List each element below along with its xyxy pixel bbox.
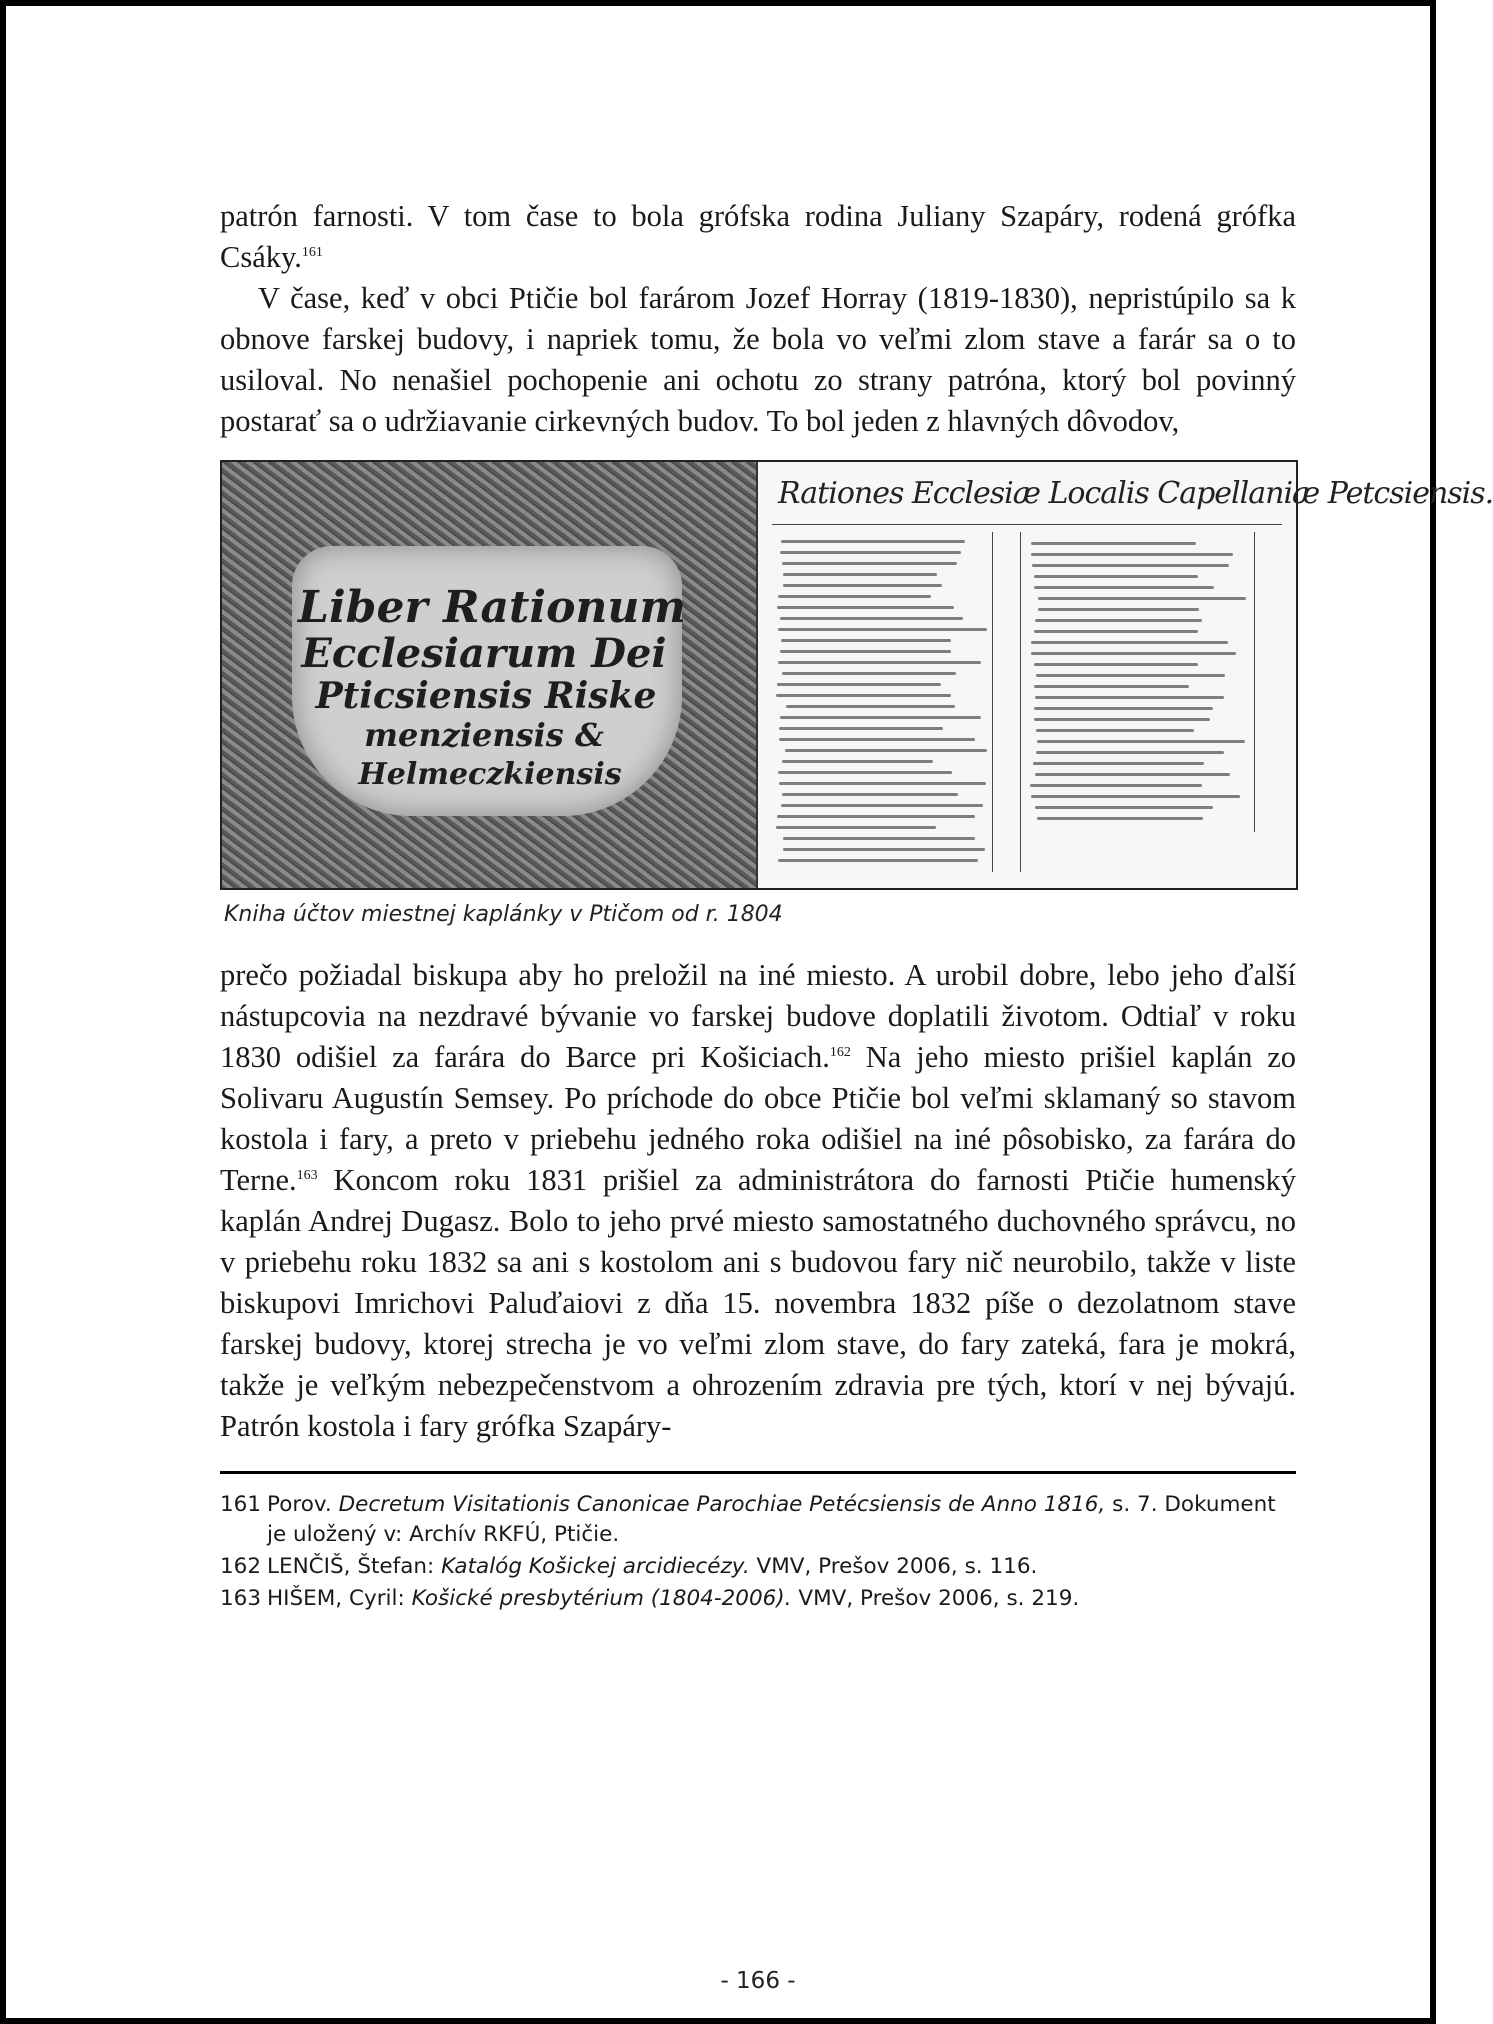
ledger-page-image <box>756 462 1493 888</box>
paragraph-1-text: patrón farnosti. V tom čase to bola grófska rodina Juliany Szapáry, rodená grófka Csáky. <box>220 199 1296 274</box>
ledger-entry-stroke <box>783 837 975 840</box>
plaque-line-5: Helmeczkiensis <box>358 757 622 792</box>
footnote-title: Decretum Visitationis Canonicae Parochiae Petécsiensis de Anno 1816, <box>338 1492 1106 1517</box>
ledger-entry-stroke <box>776 694 951 697</box>
ledger-entry-stroke <box>1031 652 1237 655</box>
ledger-entry-stroke <box>1034 663 1198 666</box>
ledger-entry-stroke <box>1036 729 1194 732</box>
ledger-entry-stroke <box>777 815 975 818</box>
ledger-entry-stroke <box>778 771 952 774</box>
ledger-entry-stroke <box>778 859 978 862</box>
ledger-entry-stroke <box>779 727 943 730</box>
footnote-text: s. 7. Dokument je uložený v: Archív RKFÚ, Ptičie. <box>267 1492 1276 1547</box>
ledger-entry-stroke <box>1034 707 1214 710</box>
ledger-entry-stroke <box>783 584 942 587</box>
paragraph-3 <box>220 955 1296 1447</box>
ledger-entry-stroke <box>1031 641 1227 644</box>
ledger-entry-stroke <box>776 826 935 829</box>
ledger-column-divider <box>1020 532 1021 872</box>
ledger-entry-stroke <box>1033 762 1204 765</box>
footnote-ref-161[interactable]: 161 <box>301 244 323 260</box>
ledger-entry-stroke <box>1031 553 1234 556</box>
ledger-entry-stroke <box>779 738 975 741</box>
ledger-entry-stroke <box>1037 817 1203 820</box>
ledger-entry-stroke <box>779 782 986 785</box>
ledger-entry-stroke <box>778 661 981 664</box>
paragraph-3-text-a: prečo požiadal biskupa aby ho preložil na iné miesto. A urobil dobre, lebo jeho ďalší nástupcovia na nezdravé bývanie vo farskej budove doplatili životom. Odtiaľ v roku 1830 odišiel za farára do Barce pri Košiciach. <box>220 958 1296 1074</box>
ledger-entry-stroke <box>1034 586 1213 589</box>
ledger-entry-stroke <box>1031 795 1240 798</box>
ledger-entry-stroke <box>1034 630 1198 633</box>
footnote-text: VMV, Prešov 2006, s. 219. <box>791 1586 1080 1611</box>
ledger-entry-stroke <box>785 749 987 752</box>
footnote-number: 161 <box>220 1492 262 1517</box>
ledger-rule <box>772 524 1282 525</box>
ledger-entry-stroke <box>1030 784 1202 787</box>
footnotes <box>220 1490 1296 1614</box>
footnote-163 <box>220 1584 1296 1614</box>
ledger-entry-stroke <box>1035 696 1224 699</box>
footnote-text: LENČIŠ, Štefan: <box>267 1554 442 1579</box>
ledger-title: Rationes Ecclesiæ Localis Capellaniæ Petcsiensis. <box>778 476 1493 511</box>
ledger-entry-stroke <box>1035 619 1202 622</box>
paragraph-3-text-b: Na jeho miesto prišiel kaplán zo Solivaru Augustín Semsey. Po príchode do obce Ptičie bol veľmi sklamaný so stavom kostola i fary, a preto v priebehu jedného roka odišiel na iné pôsobisko, za farára do Terne. <box>220 1040 1297 1197</box>
ledger-entry-stroke <box>778 595 931 598</box>
ledger-entry-stroke <box>1034 685 1189 688</box>
ledger-entry-stroke <box>777 683 940 686</box>
paragraph-1 <box>220 196 1296 278</box>
footnote-title: Košické presbytérium (1804-2006). <box>411 1586 792 1611</box>
ledger-entry-stroke <box>782 760 933 763</box>
plaque-line-1: Liber Rationum <box>298 582 686 633</box>
ledger-entry-stroke <box>783 848 985 851</box>
footnote-number: 163 <box>220 1586 262 1611</box>
ledger-cover-image <box>222 462 756 888</box>
ledger-entry-stroke <box>1035 773 1229 776</box>
ledger-column-divider <box>1254 532 1255 832</box>
ledger-entry-stroke <box>1035 806 1213 809</box>
figure-caption: Kniha účtov miestnej kaplánky v Ptičom od r. 1804 <box>224 902 783 927</box>
ledger-entry-stroke <box>786 705 955 708</box>
ledger-entry-stroke <box>1037 740 1245 743</box>
plaque-line-2: Ecclesiarum Dei <box>301 630 667 677</box>
ledger-entry-stroke <box>778 628 987 631</box>
ledger-entry-stroke <box>781 540 965 543</box>
paragraph-2: V čase, keď v obci Ptičie bol farárom Jozef Horray (1819-1830), nepristúpilo sa k obnove farskej budovy, i napriek tomu, že bola vo veľmi zlom stave a farár sa o to usiloval. No nenašiel pochopenie ani ochotu zo strany patróna, ktorý bol povinný postarať sa o udržiavanie cirkevných budov. To bol jeden z hlavných dôvodov, <box>220 281 1296 438</box>
ledger-entry-stroke <box>782 562 957 565</box>
ledger-entry-stroke <box>780 551 960 554</box>
footnote-separator <box>220 1471 1296 1474</box>
ledger-entry-stroke <box>1034 718 1210 721</box>
ledger-entry-stroke <box>783 573 938 576</box>
ledger-entry-stroke <box>1034 575 1198 578</box>
ledger-entry-stroke <box>781 804 983 807</box>
footnote-162 <box>220 1552 1296 1582</box>
ledger-entry-stroke <box>1036 751 1224 754</box>
footnote-number: 162 <box>220 1554 262 1579</box>
ledger-column-divider <box>992 532 993 872</box>
plaque-line-3: Pticsiensis Riske <box>315 675 657 717</box>
ledger-entry-stroke <box>780 617 963 620</box>
footnote-ref-163[interactable]: 163 <box>296 1167 318 1183</box>
plaque-line-4: menziensis & <box>364 716 604 754</box>
ledger-entry-stroke <box>780 716 980 719</box>
ledger-entry-stroke <box>777 606 954 609</box>
footnote-161 <box>220 1490 1296 1550</box>
footnote-text: HIŠEM, Cyril: <box>267 1586 412 1611</box>
ledger-entry-stroke <box>780 650 951 653</box>
paragraph-3-text-c: Koncom roku 1831 prišiel za administrátora do farnosti Ptičie humenský kaplán Andrej Dugasz. Bolo to jeho prvé miesto samostatného duchovného správcu, no v priebehu roku 1832 sa ani s kostolom ani s budovou fary nič neurobilo, takže v liste biskupovi Imrichovi Paluďaiovi z dňa 15. novembra 1832 píše o dezolatnom stave farskej budovy, ktorej strecha je vo veľmi zlom stave, do fary zateká, fara je mokrá, takže je veľkým nebezpečenstvom a ohrozením zdravia pre tých, ktorí v nej bývajú. Patrón kostola i fary grófka Szapáry- <box>220 1163 1296 1443</box>
footnote-text: VMV, Prešov 2006, s. 116. <box>749 1554 1038 1579</box>
ledger-entry-stroke <box>1032 564 1229 567</box>
ledger-entry-stroke <box>781 639 951 642</box>
page-number: - 166 - <box>720 1968 796 1994</box>
ledger-entry-stroke <box>1036 674 1225 677</box>
ledger-entry-stroke <box>1031 542 1196 545</box>
figure-ledger-photo <box>220 460 1493 890</box>
ledger-entry-stroke <box>782 672 956 675</box>
page-body <box>220 196 1493 1994</box>
footnote-text: Porov. <box>267 1492 339 1517</box>
footnote-title: Katalóg Košickej arcidiecézy. <box>441 1554 750 1579</box>
ledger-entry-stroke <box>1038 597 1246 600</box>
ledger-entry-stroke <box>782 793 958 796</box>
cover-plaque-inscription <box>222 462 756 888</box>
footnote-ref-162[interactable]: 162 <box>829 1044 851 1060</box>
ledger-entry-stroke <box>1038 608 1199 611</box>
